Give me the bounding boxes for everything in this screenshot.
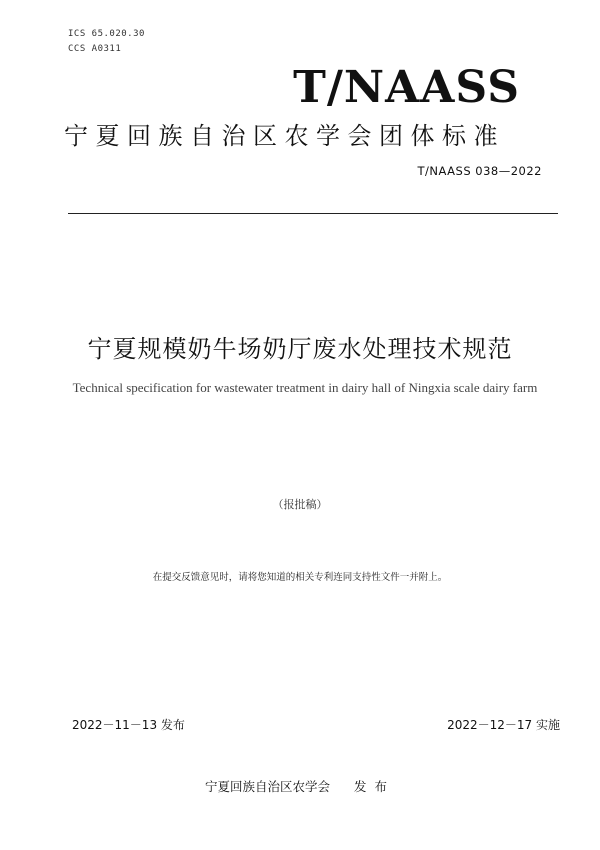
ccs-code: CCS A0311	[68, 44, 122, 54]
publisher-line	[0, 777, 600, 795]
standard-number: T/NAASS 038—2022	[417, 164, 542, 178]
publisher-name: 宁夏回族自治区农学会	[204, 779, 330, 794]
header-divider	[68, 213, 558, 214]
ics-code: ICS 65.020.30	[68, 29, 145, 39]
draft-status: （报批稿）	[272, 498, 328, 511]
document-title-english: Technical specification for wastewater treatment in dairy hall of Ningxia scale dairy farm	[72, 380, 538, 395]
standard-code-logo: T/NAASS	[293, 62, 520, 113]
implementation-date: 2022－12－17 实施	[447, 718, 560, 732]
issue-date: 2022－11－13 发布	[72, 718, 185, 732]
document-title-chinese: 宁夏规模奶牛场奶厅废水处理技术规范	[87, 335, 513, 363]
publisher-action: 发布	[354, 779, 396, 794]
patent-notice: 在提交反馈意见时，请将您知道的相关专利连同支持性文件一并附上。	[152, 572, 448, 583]
organization-standard-title: 宁夏回族自治区农学会团体标准	[64, 122, 505, 150]
